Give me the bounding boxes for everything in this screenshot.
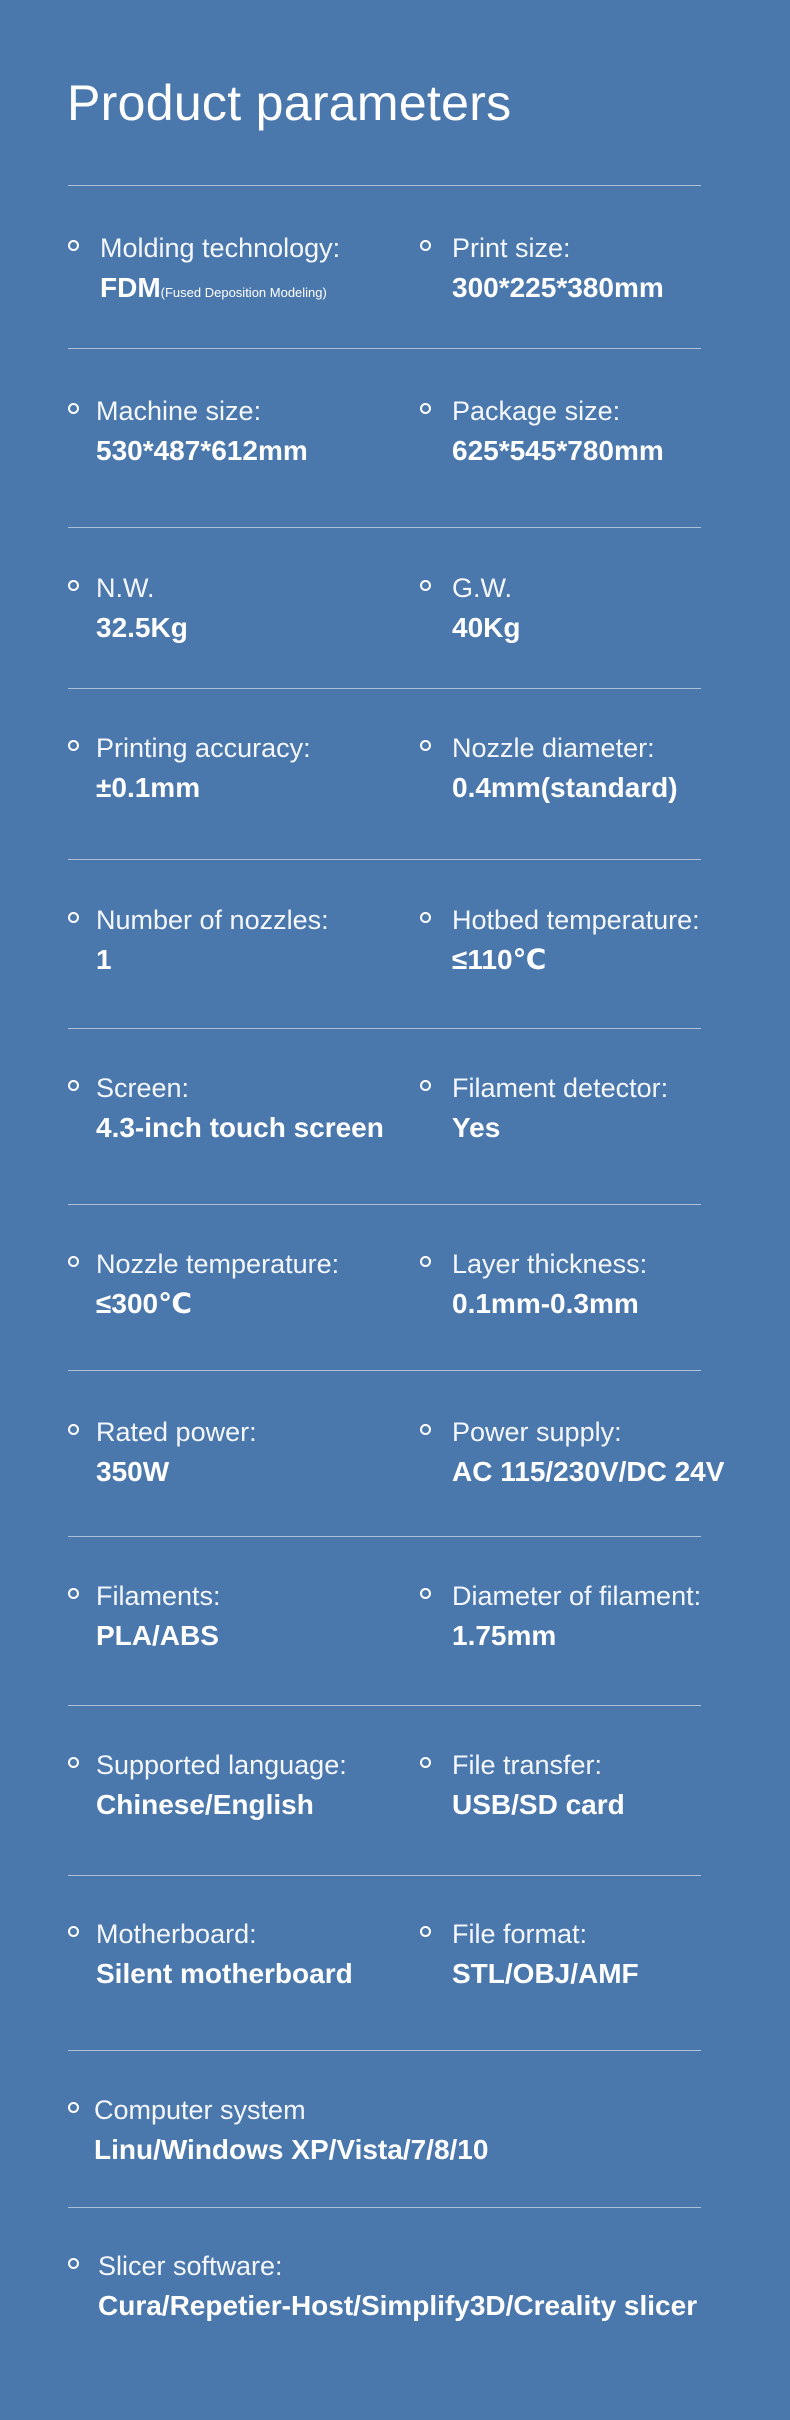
param-label: N.W. — [96, 573, 155, 603]
param-value: 350W — [96, 1456, 170, 1487]
param-value: Cura/Repetier-Host/Simplify3D/Creality slicer — [98, 2290, 698, 2321]
circle-bullet-icon — [420, 1256, 431, 1267]
param-label: File transfer: — [452, 1750, 603, 1780]
circle-bullet-icon — [68, 403, 79, 414]
param-value: 0.4mm(standard) — [452, 772, 678, 803]
circle-bullet-icon — [420, 580, 431, 591]
param-label: Nozzle temperature: — [96, 1249, 340, 1279]
divider — [68, 527, 701, 528]
divider — [68, 859, 701, 860]
divider — [68, 1705, 701, 1706]
divider — [68, 1204, 701, 1205]
param-label: Slicer software: — [98, 2251, 283, 2281]
param-value: Chinese/English — [96, 1789, 314, 1820]
param-label: Layer thickness: — [452, 1249, 648, 1279]
param-label: Nozzle diameter: — [452, 733, 655, 763]
circle-bullet-icon — [68, 1256, 79, 1267]
circle-bullet-icon — [68, 1926, 79, 1937]
divider — [68, 1028, 701, 1029]
param-value-note: (Fused Deposition Modeling) — [160, 285, 327, 300]
circle-bullet-icon — [420, 403, 431, 414]
param-value: Linu/Windows XP/Vista/7/8/10 — [94, 2134, 489, 2165]
divider — [68, 348, 701, 349]
param-value: 0.1mm-0.3mm — [452, 1288, 639, 1319]
circle-bullet-icon — [68, 1080, 79, 1091]
param-label: Power supply: — [452, 1417, 622, 1447]
circle-bullet-icon — [68, 240, 79, 251]
param-label: File format: — [452, 1919, 588, 1949]
circle-bullet-icon — [420, 1926, 431, 1937]
param-label: Screen: — [96, 1073, 190, 1103]
param-label: Filament detector: — [452, 1073, 669, 1103]
param-value: ≤110℃ — [452, 944, 547, 975]
param-label: Computer system — [94, 2095, 306, 2125]
circle-bullet-icon — [68, 1424, 79, 1435]
param-label: Number of nozzles: — [96, 905, 329, 935]
divider — [68, 688, 701, 689]
divider — [68, 185, 701, 186]
param-value: 40Kg — [452, 612, 521, 643]
param-label: G.W. — [452, 573, 512, 603]
param-label: Printing accuracy: — [96, 733, 311, 763]
param-label: Diameter of filament: — [452, 1581, 702, 1611]
param-value: 300*225*380mm — [452, 272, 664, 303]
circle-bullet-icon — [68, 1757, 79, 1768]
param-value: 1 — [96, 944, 112, 975]
circle-bullet-icon — [68, 740, 79, 751]
divider — [68, 1536, 701, 1537]
param-value: PLA/ABS — [96, 1620, 219, 1651]
param-value: 1.75mm — [452, 1620, 557, 1651]
circle-bullet-icon — [68, 2102, 79, 2113]
param-label: Filaments: — [96, 1581, 221, 1611]
circle-bullet-icon — [68, 912, 79, 923]
circle-bullet-icon — [68, 580, 79, 591]
param-value: ≤300℃ — [96, 1288, 192, 1319]
circle-bullet-icon — [420, 740, 431, 751]
param-label: Package size: — [452, 396, 621, 426]
param-value: AC 115/230V/DC 24V — [452, 1456, 725, 1487]
divider — [68, 1875, 701, 1876]
param-label: Supported language: — [96, 1750, 347, 1780]
param-label: Motherboard: — [96, 1919, 257, 1949]
param-value: ±0.1mm — [96, 772, 201, 803]
param-value: 625*545*780mm — [452, 435, 664, 466]
param-value-main: FDM — [100, 272, 161, 303]
circle-bullet-icon — [420, 1424, 431, 1435]
param-label: Machine size: — [96, 396, 262, 426]
circle-bullet-icon — [420, 240, 431, 251]
param-value: 32.5Kg — [96, 612, 188, 643]
circle-bullet-icon — [68, 1588, 79, 1599]
param-value: Silent motherboard — [96, 1958, 353, 1989]
circle-bullet-icon — [420, 1757, 431, 1768]
param-label: Hotbed temperature: — [452, 905, 700, 935]
param-value: STL/OBJ/AMF — [452, 1958, 639, 1989]
circle-bullet-icon — [420, 912, 431, 923]
param-label: Molding technology: — [100, 233, 341, 263]
circle-bullet-icon — [420, 1588, 431, 1599]
param-value — [100, 272, 327, 309]
page-title: Product parameters — [67, 75, 512, 131]
param-value: 4.3-inch touch screen — [96, 1112, 384, 1143]
divider — [68, 2207, 701, 2208]
divider — [68, 1370, 701, 1371]
divider — [68, 2050, 701, 2051]
param-value: Yes — [452, 1112, 501, 1143]
circle-bullet-icon — [420, 1080, 431, 1091]
param-label: Print size: — [452, 233, 571, 263]
param-value: 530*487*612mm — [96, 435, 308, 466]
circle-bullet-icon — [68, 2258, 79, 2269]
param-value: USB/SD card — [452, 1789, 625, 1820]
param-label: Rated power: — [96, 1417, 257, 1447]
